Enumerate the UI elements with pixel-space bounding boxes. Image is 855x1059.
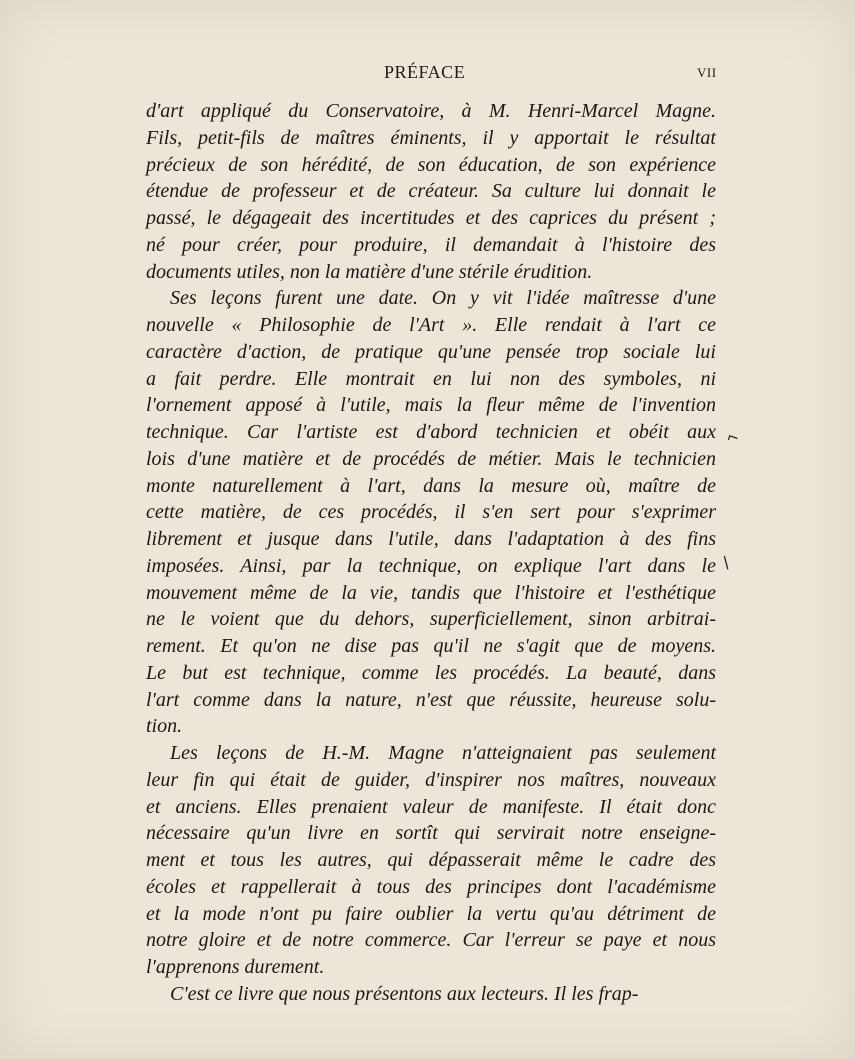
text-line: étendue de professeur et de créateur. Sa culture lui donnait le — [146, 180, 716, 203]
text-line: lois d'une matière et de procédés de métier. Mais le technicien — [146, 447, 716, 470]
text-line: imposées. Ainsi, par la technique, on explique l'art dans le — [146, 554, 716, 577]
text-line: leur fin qui était de guider, d'inspirer nos maîtres, nouveaux — [146, 768, 716, 791]
text-line: et la mode n'ont pu faire oublier la vertu qu'au détriment de — [146, 902, 716, 925]
text-line: nécessaire qu'un livre en sortît qui servirait notre enseigne- — [146, 822, 716, 845]
text-line: écoles et rappellerait à tous des principes dont l'académisme — [146, 875, 716, 898]
text-line: rement. Et qu'on ne dise pas qu'il ne s'agit que de moyens. — [146, 635, 716, 657]
text-line: né pour créer, pour produire, il demandait à l'histoire des — [146, 233, 716, 256]
text-line: ne le voient que du dehors, superficiellement, sinon arbitrai- — [146, 608, 716, 631]
text-line: d'art appliqué du Conservatoire, à M. Henri-Marcel Magne. — [146, 100, 716, 122]
text-line: Fils, petit-fils de maîtres éminents, il y apportait le résultat — [146, 126, 716, 149]
text-line: tion. — [146, 715, 183, 738]
page-number: VII — [697, 65, 717, 80]
text-line: monte naturellement à l'art, dans la mesure où, maître de — [146, 474, 716, 497]
text-line: l'ornement apposé à l'utile, mais la fleur même de l'invention — [146, 394, 716, 417]
text-line: l'apprenons durement. — [146, 956, 325, 978]
text-line: notre gloire et de notre commerce. Car l'erreur se paye et nous — [146, 929, 716, 952]
text-line: ment et tous les autres, qui dépasserait même le cadre des — [146, 849, 716, 871]
text-line: Ses leçons furent une date. On y vit l'idée maîtresse d'une — [170, 287, 716, 310]
text-line: documents utiles, non la matière d'une stérile érudition. — [146, 260, 593, 283]
text-line: caractère d'action, de pratique qu'une pensée trop sociale lui — [146, 340, 716, 363]
margin-pencil-mark-icon: / — [719, 553, 734, 573]
text-line: technique. Car l'artiste est d'abord technicien et obéit aux — [146, 421, 716, 443]
text-line: cette matière, de ces procédés, il s'en sert pour s'exprimer — [146, 501, 716, 524]
running-header-title: PRÉFACE — [384, 62, 466, 82]
text-line: C'est ce livre que nous présentons aux lecteurs. Il les frap- — [170, 982, 639, 1005]
text-line: l'art comme dans la nature, n'est que réussite, heureuse solu- — [146, 688, 716, 711]
text-line: Les leçons de H.-M. Magne n'atteignaient pas seulement — [170, 742, 716, 764]
text-line: et anciens. Elles prenaient valeur de manifeste. Il était donc — [146, 795, 716, 818]
text-line: librement et jusque dans l'utile, dans l'adaptation à des fins — [146, 528, 716, 550]
text-line: mouvement même de la vie, tandis que l'histoire et l'esthétique — [146, 581, 716, 604]
text-line: Le but est technique, comme les procédés. La beauté, dans — [146, 661, 716, 684]
text-line: a fait perdre. Elle montrait en lui non des symboles, ni — [146, 367, 716, 390]
text-line: passé, le dégageait des incertitudes et des caprices du présent ; — [146, 207, 716, 229]
text-line: nouvelle « Philosophie de l'Art ». Elle rendait à l'art ce — [146, 314, 716, 336]
margin-pencil-mark-icon: ⌐ — [725, 425, 742, 449]
body-text — [146, 98, 716, 1008]
text-line: précieux de son hérédité, de son éducation, de son expérience — [146, 153, 716, 176]
